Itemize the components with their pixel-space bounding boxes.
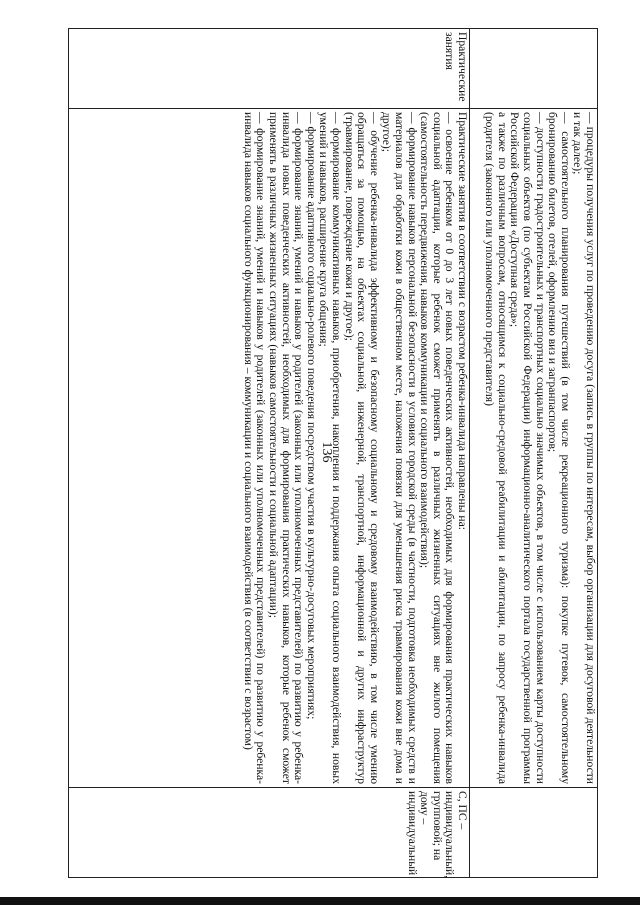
row-content-cell bbox=[470, 109, 598, 788]
paragraph: — формирование знаний, умений и навыков у родителей (законных или уполномоченных представителей) по развитию у ребенка-инвалида навыков социального функционирования – коммуникации и социального взаимодействия (в соответствии с возрастом) bbox=[241, 112, 268, 784]
paragraph: — обучение ребенка-инвалида эффективному и безопасному социальному и средовому взаимодействию, в том числе умению обращаться за помощью, на объектах социальной, инженерной, транспортной, информационной и других инфраструктур (травмирование, повреждение кожи и другое); bbox=[342, 112, 381, 784]
paragraph: — формирование знаний, умений и навыков у родителей (законных или уполномоченных представителей) по развитию у ребенка-инвалида новых поведенческих активностей, необходимых для формирования практических навыков, которые ребенок сможет применять в различных жизненных ситуациях (навыков самостоятельности и социальной адаптации); bbox=[267, 112, 306, 784]
paragraph: а также по различным вопросам, относящимся к социально-средовой реабилитации и абилитации, по запросу ребенка-инвалида (родителя (законного или уполномоченного представителя) bbox=[483, 112, 509, 784]
scan-edge-bar bbox=[0, 897, 640, 905]
rotated-table-area bbox=[68, 28, 598, 878]
page-number: 136 bbox=[319, 441, 334, 463]
table-row bbox=[69, 29, 470, 878]
row-label-cell: Практические занятия bbox=[69, 29, 470, 109]
row-label-cell bbox=[470, 29, 598, 109]
paragraph: — доступности градостроительных и транспортных социально значимых объектов, в том числе с использованием карты доступности социальных объектов (по субъектам Российской Федерации) информационно-аналитического портала государственной программы Российской Федерации «Доступная среда»; bbox=[508, 112, 547, 784]
paragraph: — процедуры получения услуг по проведению досуга (запись в группы по интересам, выбор организации для досуговой деятельности и так далее); bbox=[571, 112, 597, 784]
paragraph: — формирование навыков персональной безопасности в условиях городской среды (в частности, подготовка необходимых средств и материалов для обработки кожи в общественном месте, наложения повязки для уменьшения риска травмирования кожи вне дома и другое); bbox=[380, 112, 419, 784]
paragraph: Практические занятия в соответствии с возрастом ребенка-инвалида направлены на: bbox=[456, 112, 469, 531]
paragraph: — формирование адаптивного социально-ролевого поведения посредством участия в культурно-досуговых мероприятиях; bbox=[304, 112, 318, 720]
paragraph: — формирование коммуникативных навыков, приобретения, накопления и поддержания опыта социального взаимодействия, новых умений и навыков, расширение круга общения; bbox=[317, 112, 344, 784]
services-table bbox=[68, 28, 598, 878]
row-method-cell bbox=[470, 788, 598, 878]
row-method-cell: С, ПС – индивидуальный, групповой; на дому – индивидуальный bbox=[69, 788, 470, 878]
paragraph: — самостоятельного планирования путешествий (в том числе рекреационного туризма): покупке путевок, самостоятельному бронированию билетов, отелей, оформлению виз и загранпаспортов; bbox=[546, 112, 572, 784]
paragraph: — освоение ребенком от 0 до 3 лет новых поведенческих активностей, необходимых для формирования практических навыков социальной адаптации, которые ребенок сможет применять в различных жизненных ситуациях вне жилого помещения (самостоятельность передвижения, навыков коммуникации и социального взаимодействия); bbox=[418, 112, 457, 784]
table-row bbox=[470, 29, 598, 878]
row-content-cell bbox=[69, 109, 470, 788]
